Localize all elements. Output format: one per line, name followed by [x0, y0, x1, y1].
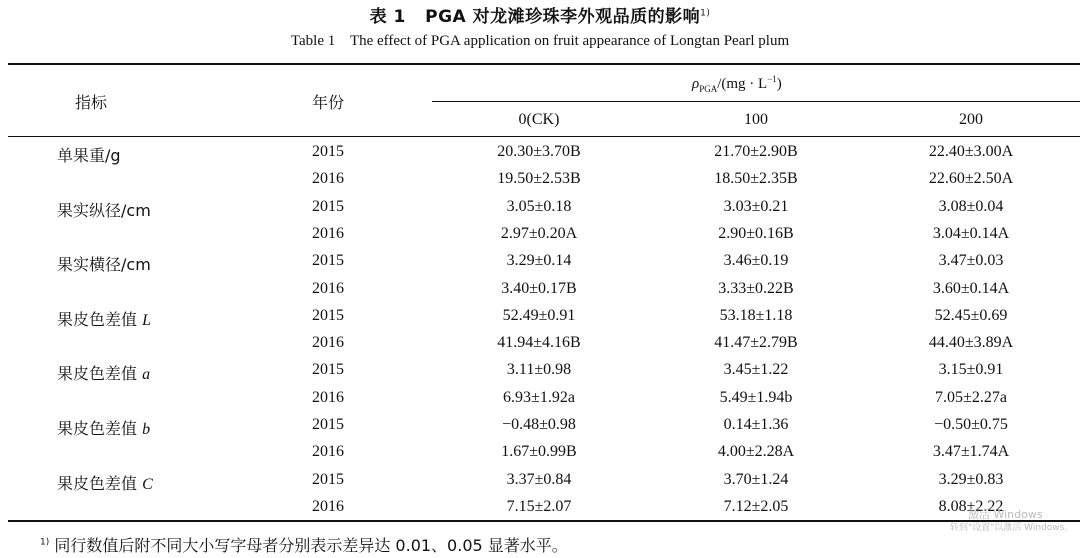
table-caption-cn [0, 2, 1080, 27]
value-cell: 20.30±3.70B [497, 143, 581, 160]
header-bottom-rule [8, 136, 1080, 137]
value-cell: 3.46±0.19 [723, 252, 789, 269]
value-cell: 6.93±1.92a [503, 389, 575, 406]
year-cell: 2015 [312, 307, 344, 324]
header-conc-0: 0(CK) [518, 111, 560, 128]
value-cell: 3.47±1.74A [932, 443, 1010, 460]
value-cell: 52.45±0.69 [934, 307, 1008, 324]
footnote-mark: 1) [40, 537, 50, 548]
value-cell: 4.00±2.28A [717, 443, 795, 460]
rho-subscript: PGA [699, 84, 718, 94]
value-cell: 0.14±1.36 [723, 416, 789, 433]
value-cell: 8.08±2.22 [938, 498, 1004, 515]
year-cell: 2015 [312, 252, 344, 269]
indicator-label: 果皮色差值 b [57, 419, 151, 438]
value-cell: 5.49±1.94b [719, 389, 793, 406]
year-cell: 2015 [312, 416, 344, 433]
value-cell: 21.70±2.90B [714, 143, 798, 160]
unit-exponent: −1 [767, 74, 777, 84]
footnote-text: 同行数值后附不同大小写字母者分别表示差异达 0.01、0.05 显著水平。 [54, 536, 568, 555]
title-footnote-mark: 1) [700, 8, 711, 19]
year-cell: 2016 [312, 334, 344, 351]
value-cell: −0.50±0.75 [934, 416, 1008, 433]
bottom-rule [8, 520, 1080, 522]
value-cell: 1.67±0.99B [501, 443, 577, 460]
header-conc-100: 100 [744, 111, 768, 128]
value-cell: 3.11±0.98 [506, 361, 572, 378]
value-cell: 3.29±0.83 [938, 471, 1004, 488]
value-cell: 3.37±0.84 [506, 471, 572, 488]
value-cell: 3.60±0.14A [932, 280, 1010, 297]
year-cell: 2016 [312, 389, 344, 406]
header-concentration [692, 74, 782, 94]
value-cell: 41.94±4.16B [497, 334, 581, 351]
value-cell: 2.90±0.16B [718, 225, 794, 242]
value-cell: 7.05±2.27a [935, 389, 1007, 406]
top-rule [8, 63, 1080, 65]
value-cell: 22.60±2.50A [928, 170, 1014, 187]
rho-symbol: ρ [692, 76, 700, 92]
value-cell: 3.08±0.04 [938, 198, 1004, 215]
indicator-label: 单果重/g [57, 146, 121, 165]
value-cell: 19.50±2.53B [497, 170, 581, 187]
year-cell: 2016 [312, 498, 344, 515]
value-cell: 3.70±1.24 [723, 471, 789, 488]
indicator-label: 果皮色差值 L [57, 310, 151, 329]
value-cell: 7.15±2.07 [506, 498, 572, 515]
value-cell: 3.15±0.91 [938, 361, 1004, 378]
value-cell: 44.40±3.89A [928, 334, 1014, 351]
header-sub-rule [432, 101, 1080, 102]
year-cell: 2016 [312, 225, 344, 242]
year-cell: 2015 [312, 143, 344, 160]
year-cell: 2016 [312, 280, 344, 297]
year-cell: 2015 [312, 361, 344, 378]
concentration-unit-close: ) [776, 76, 782, 92]
year-cell: 2016 [312, 170, 344, 187]
year-cell: 2015 [312, 471, 344, 488]
value-cell: 3.29±0.14 [506, 252, 572, 269]
windows-watermark-line1: 激活 Windows [968, 508, 1043, 521]
value-cell: 41.47±2.79B [714, 334, 798, 351]
value-cell: −0.48±0.98 [502, 416, 576, 433]
value-cell: 3.03±0.21 [723, 198, 789, 215]
windows-watermark-line2: 转到"设置"以激活 Windows。 [950, 523, 1074, 533]
value-cell: 3.04±0.14A [932, 225, 1010, 242]
indicator-label: 果实横径/cm [57, 255, 151, 274]
value-cell: 3.40±0.17B [501, 280, 577, 297]
value-cell: 7.12±2.05 [723, 498, 789, 515]
table-caption-en: Table 1 The effect of PGA application on fruit appearance of Longtan Pearl plum [290, 33, 790, 49]
value-cell: 3.05±0.18 [506, 198, 572, 215]
footnote [40, 533, 568, 556]
indicator-label: 果皮色差值 a [57, 364, 151, 383]
header-year: 年份 [312, 93, 345, 112]
value-cell: 52.49±0.91 [502, 307, 576, 324]
value-cell: 18.50±2.35B [714, 170, 798, 187]
value-cell: 3.33±0.22B [718, 280, 794, 297]
concentration-unit: /(mg · L [717, 76, 768, 92]
table-title-cn: PGA 对龙滩珍珠李外观品质的影响 [425, 7, 701, 27]
header-indicator: 指标 [75, 93, 108, 112]
year-cell: 2016 [312, 443, 344, 460]
indicator-label: 果实纵径/cm [57, 201, 151, 220]
value-cell: 53.18±1.18 [719, 307, 793, 324]
value-cell: 3.47±0.03 [938, 252, 1004, 269]
value-cell: 22.40±3.00A [928, 143, 1014, 160]
header-conc-200: 200 [959, 111, 983, 128]
year-cell: 2015 [312, 198, 344, 215]
value-cell: 2.97±0.20A [500, 225, 578, 242]
table-label: 表 1 [369, 7, 406, 27]
indicator-label: 果皮色差值 C [57, 474, 153, 493]
value-cell: 3.45±1.22 [723, 361, 789, 378]
